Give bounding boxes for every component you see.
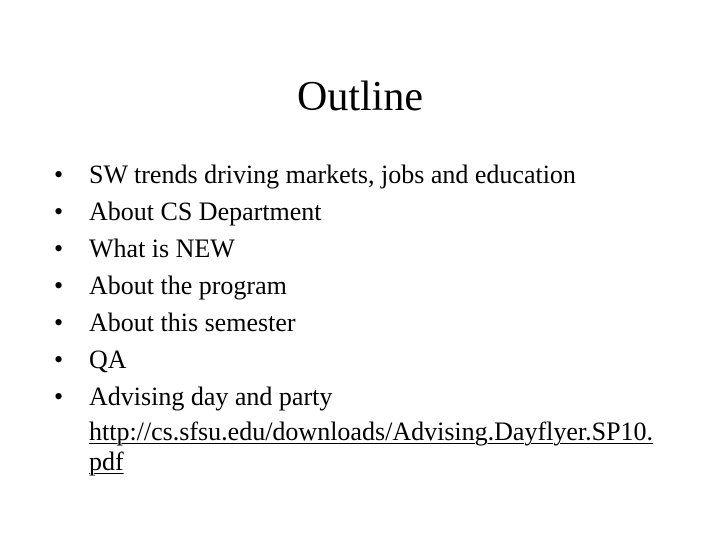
- list-item-text: SW trends driving markets, jobs and education: [89, 160, 576, 189]
- list-item-text: Advising day and party: [89, 382, 333, 411]
- bullet-icon: •: [54, 382, 64, 411]
- list-item: [54, 230, 674, 267]
- bullet-icon: •: [54, 234, 64, 263]
- list-item: [54, 267, 674, 304]
- list-item: [54, 156, 674, 193]
- bullet-icon: •: [54, 271, 64, 300]
- bullet-icon: •: [54, 308, 64, 337]
- list-item: [54, 193, 674, 230]
- list-item: [54, 304, 674, 341]
- bullet-list: [54, 156, 674, 477]
- list-item-text: About this semester: [89, 308, 296, 337]
- list-item-text: About CS Department: [89, 197, 322, 226]
- bullet-icon: •: [54, 197, 64, 226]
- slide-title: Outline: [297, 74, 423, 120]
- bullet-icon: •: [54, 345, 64, 374]
- list-item-text: About the program: [89, 271, 287, 300]
- advising-flyer-link[interactable]: http://cs.sfsu.edu/downloads/Advising.Dayflyer.SP10.pdf: [89, 417, 654, 476]
- list-item: [54, 378, 674, 477]
- list-item-text: QA: [89, 345, 127, 374]
- bullet-icon: •: [54, 160, 64, 189]
- list-item-text: What is NEW: [89, 234, 235, 263]
- list-item: [54, 341, 674, 378]
